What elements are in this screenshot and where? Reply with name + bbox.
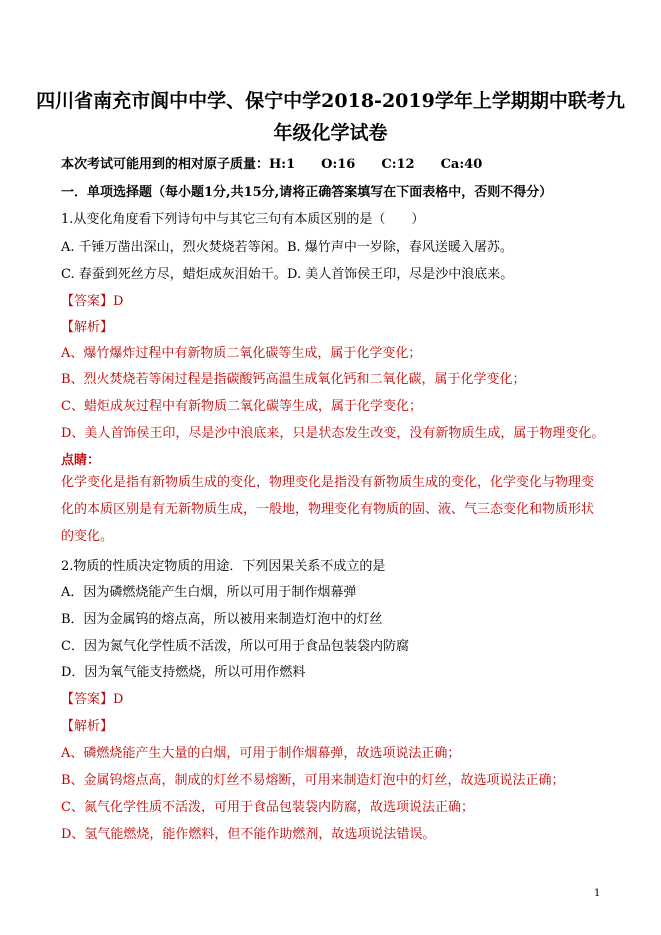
question-1-stem: 1.从变化角度看下列诗句中与其它三句有本质区别的是（ ） (61, 212, 425, 227)
question-2-answer: 【答案】D (61, 692, 124, 707)
page-number: 1 (594, 888, 601, 899)
question-1-answer: 【答案】D (61, 294, 124, 309)
question-1-option-b: B. 爆竹声中一岁除，春风送暖入屠苏。 (287, 240, 513, 255)
question-1-option-d: D. 美人首饰侯王印，尽是沙中浪底来。 (287, 267, 514, 282)
question-2-option-a: A．因为磷燃烧能产生白烟，所以可用于制作烟幕弹 (61, 585, 357, 600)
question-1-tip: 化学变化是指有新物质生成的变化，物理变化是指没有新物质生成的变化，化学变化与物理变化的本质区别是有无新物质生成，一般地，物理变化有物质的固、液、气三态变化和物质形状的变化。 (61, 475, 595, 544)
question-1-option-a: A. 千锤万凿出深山，烈火焚烧若等闲。 (61, 240, 287, 255)
question-1-analysis-c: C、蜡炬成灰过程中有新物质二氧化碳等生成，属于化学变化； (61, 399, 422, 414)
section-heading: 一．单项选择题（每小题1分,共15分,请将正确答案填写在下面表格中，否则不得分） (61, 185, 553, 200)
question-1-analysis-b: B、烈火焚烧若等闲过程是指碳酸钙高温生成氧化钙和二氧化碳，属于化学变化； (61, 372, 526, 387)
question-2-option-c: C．因为氮气化学性质不活泼，所以可用于食品包装袋内防腐 (61, 639, 409, 654)
question-1-analysis-d: D、美人首饰侯王印，尽是沙中浪底来，只是状态发生改变，没有新物质生成，属于物理变化。 (61, 426, 605, 441)
question-2-option-b: B．因为金属钨的熔点高，所以被用来制造灯泡中的灯丝 (61, 612, 383, 627)
question-2-analysis-a: A、磷燃烧能产生大量的白烟，可用于制作烟幕弹，故选项说法正确； (61, 746, 461, 761)
question-2-option-d: D．因为氧气能支持燃烧，所以可用作燃料 (61, 665, 306, 680)
question-2-stem: 2.物质的性质决定物质的用途．下列因果关系不成立的是 (61, 559, 386, 574)
question-1-option-c: C. 春蚕到死丝方尽，蜡炬成灰泪始干。 (61, 267, 287, 282)
atomic-mass-note: 本次考试可能用到的相对原子质量：H:1 O:16 C:12 Ca:40 (61, 157, 483, 172)
question-2-analysis-d: D、氢气能燃烧，能作燃料，但不能作助燃剂，故选项说法错误。 (61, 827, 436, 842)
question-2-analysis-b: B、金属钨熔点高，制成的灯丝不易熔断，可用来制造灯泡中的灯丝，故选项说法正确； (61, 773, 565, 788)
question-1-tip-label: 点睛： (61, 453, 101, 468)
document-title-line-2: 年级化学试卷 (273, 122, 388, 144)
document-title-line-1: 四川省南充市阆中中学、保宁中学2018-2019学年上学期期中联考九 (36, 90, 625, 112)
question-2-analysis-label: 【解析】 (61, 719, 114, 734)
question-1-analysis-a: A、爆竹爆炸过程中有新物质二氧化碳等生成，属于化学变化； (61, 346, 422, 361)
question-1-analysis-label: 【解析】 (61, 320, 114, 335)
question-2-analysis-c: C、氮气化学性质不活泼，可用于食品包装袋内防腐，故选项说法正确； (61, 800, 474, 815)
